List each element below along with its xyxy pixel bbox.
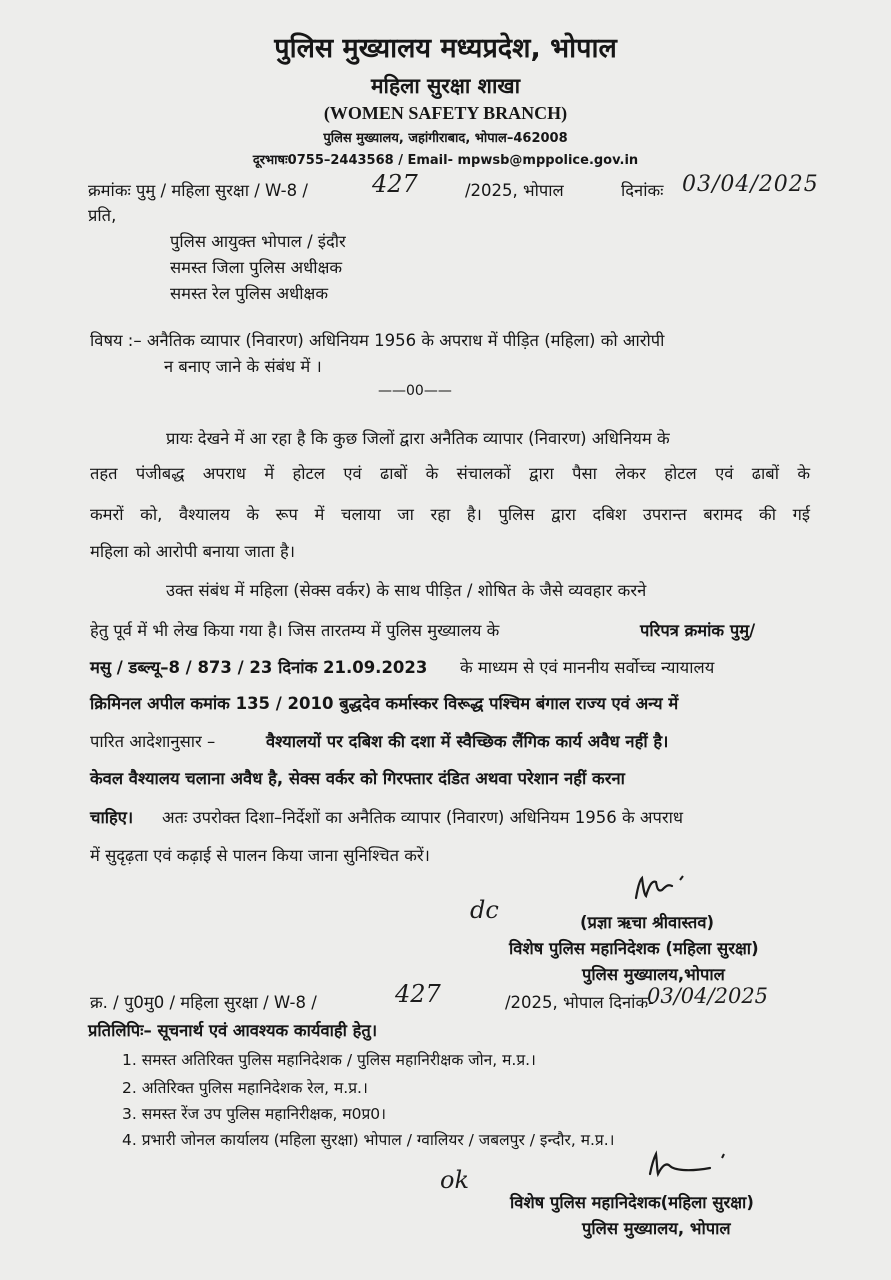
para1-line-4: महिला को आरोपी बनाया जाता है।: [90, 542, 295, 561]
para2-line-7b: अतः उपरोक्त दिशा–निर्देशों का अनैतिक व्यापार (निवारण) अधिनियम 1956 के अपराध: [162, 808, 684, 827]
ref-date-label: दिनांकः: [621, 181, 664, 200]
para1-line-1: प्रायः देखने में आ रहा है कि कुछ जिलों द्वारा अनैतिक व्यापार (निवारण) अधिनियम के: [166, 429, 670, 448]
ref-number-handwritten: 427: [372, 170, 418, 198]
signatory-name: (प्रज्ञा ऋचा श्रीवास्तव): [580, 913, 715, 932]
recipient-2: समस्त जिला पुलिस अधीक्षक: [170, 258, 343, 277]
branch-title-hindi: महिला सुरक्षा शाखा: [370, 74, 521, 98]
recipient-3: समस्त रेल पुलिस अधीक्षक: [170, 284, 329, 303]
para2-line-8: में सुदृढ़ता एवं कढ़ाई से पालन किया जाना सुनिश्चित करें।: [90, 846, 430, 865]
separator: ——00——: [378, 383, 452, 399]
para2-line-4: क्रिमिनल अपील कमांक 135 / 2010 बुद्धदेव कर्मास्कर विरूद्ध पश्चिम बंगाल राज्य एवं अन्य में: [90, 694, 679, 713]
contact-line: दूरभाषः0755–2443568 / Email- mpwsb@mppolice.gov.in: [252, 153, 639, 168]
para2-line-6: केवल वैश्यालय चलाना अवैध है, सेक्स वर्कर को गिरफ्तार दंडित अथवा परेशान नहीं करना: [90, 769, 625, 788]
para1-line-2: तहत पंजीबद्ध अपराध में होटल एवं ढाबों के संचालकों द्वारा पैसा लेकर होटल एवं ढाबों के: [90, 464, 810, 483]
copy-item-2: 2. अतिरिक्त पुलिस महानिदेशक रेल, म.प्र.।: [122, 1079, 368, 1097]
recipient-1: पुलिस आयुक्त भोपाल / इंदौर: [170, 232, 346, 251]
ref2-number-handwritten: 427: [395, 980, 441, 1008]
ref2-date-handwritten: 03/04/2025: [647, 984, 769, 1008]
para1-line-3: कमरों को, वैश्यालय के रूप में चलाया जा रहा है। पुलिस द्वारा दबिश उपरान्त बरामद की गई: [90, 505, 810, 524]
copy-item-4: 4. प्रभारी जोनल कार्यालय (महिला सुरक्षा) भोपाल / ग्वालियर / जबलपुर / इन्दौर, म.प्र.।: [122, 1131, 615, 1149]
copy-item-3: 3. समस्त रेंज उप पुलिस महानिरीक्षक, म0प्र0।: [122, 1105, 387, 1123]
subject-line-1: विषय :– अनैतिक व्यापार (निवारण) अधिनियम 1956 के अपराध में पीड़ित (महिला) को आरोपी: [90, 331, 665, 350]
signature2-initials: ok: [440, 1166, 469, 1194]
org-title: पुलिस मुख्यालय मध्यप्रदेश, भोपाल: [274, 33, 617, 64]
ref2-prefix: क्र. / पु0मु0 / महिला सुरक्षा / W-8 /: [90, 993, 317, 1012]
copy-item-1: 1. समस्त अतिरिक्त पुलिस महानिदेशक / पुलिस महानिरीक्षक जोन, म.प्र.।: [122, 1051, 536, 1069]
to-label: प्रति,: [88, 206, 117, 225]
signatory-office: पुलिस मुख्यालय,भोपाल: [582, 965, 725, 984]
ref-prefix: क्रमांकः पुमु / महिला सुरक्षा / W-8 /: [88, 181, 308, 200]
copy-label: प्रतिलिपिः– सूचनार्थ एवं आवश्यक कार्यवाही हेतु।: [88, 1021, 378, 1040]
para2-line-2a: हेतु पूर्व में भी लेख किया गया है। जिस तारतम्य में पुलिस मुख्यालय के: [90, 621, 500, 640]
signatory2-office: पुलिस मुख्यालय, भोपाल: [582, 1219, 731, 1238]
para2-line-7a: चाहिए।: [90, 808, 134, 827]
ref-date-handwritten: 03/04/2025: [682, 172, 819, 197]
para2-line-5a: पारित आदेशानुसार –: [90, 732, 216, 751]
para2-line-3b: के माध्यम से एवं माननीय सर्वोच्च न्यायालय: [460, 658, 715, 677]
signature-scribble-2: [640, 1150, 730, 1180]
para2-line-1: उक्त संबंध में महिला (सेक्स वर्कर) के साथ पीड़ित / शोषित के जैसे व्यवहार करने: [166, 581, 647, 600]
subject-line-2: न बनाए जाने के संबंध में ।: [164, 357, 322, 376]
para2-line-3a: मसु / डब्ल्यू–8 / 873 / 23 दिनांक 21.09.2023: [90, 658, 428, 677]
ref2-year-date: /2025, भोपाल दिनांक-: [505, 993, 655, 1012]
ref-year: /2025, भोपाल: [465, 181, 564, 200]
signatory2-designation: विशेष पुलिस महानिदेशक(महिला सुरक्षा): [510, 1193, 754, 1212]
signatory-designation: विशेष पुलिस महानिदेशक (महिला सुरक्षा): [509, 939, 759, 958]
signature1-initials: dc: [470, 896, 499, 924]
para2-line-2b: परिपत्र क्रमांक पुमु/: [640, 621, 756, 640]
branch-title-english: (WOMEN SAFETY BRANCH): [323, 103, 568, 123]
office-address: पुलिस मुख्यालय, जहांगीराबाद, भोपाल–462008: [323, 131, 568, 146]
para2-line-5b: वैश्यालयों पर दबिश की दशा में स्वैच्छिक लैंगिक कार्य अवैध नहीं है।: [266, 732, 669, 751]
signature-scribble-1: [630, 872, 710, 904]
